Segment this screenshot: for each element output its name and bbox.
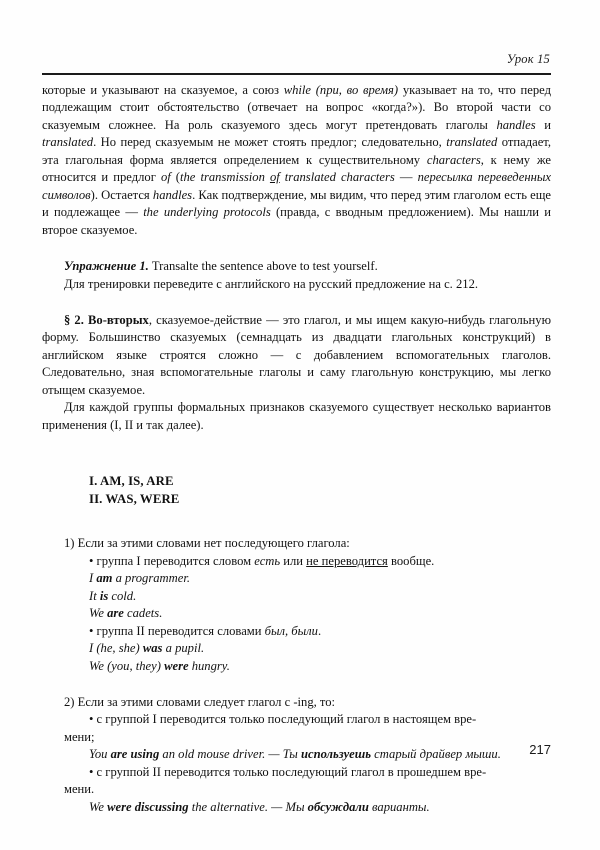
rule-1-intro: 1) Если за этими словами нет последующего глагола: [64, 536, 350, 551]
exercise-line-2: Для тренировки переведите с английского на русский предложение на с. 212. [64, 276, 479, 291]
rule-2-example-2 [89, 799, 551, 816]
p1-seg8: translated [446, 135, 498, 150]
ex-pre: It [89, 588, 100, 603]
ex-verb: were [164, 658, 189, 673]
groups-heading [89, 473, 551, 508]
rule-1-examples-group-2 [89, 640, 551, 675]
example-sentence [89, 799, 551, 816]
spacer [42, 434, 551, 461]
section-2-text: , сказуемое-действие — это глагол, и мы ищем какую-нибудь глагольную форму. Большинство сказуемых (семнадцать из двадцати глагольных конструкций) в английском языке строятся сложно — с добавлением вспомогательных глаголов. Следовательно, зная вспомогательные глаголы и саму глагольную конструкцию, мы легко отыщем сказуемое. [42, 312, 551, 397]
spacer [42, 239, 551, 258]
example-sentence [89, 588, 551, 605]
p1-seg12: of [160, 170, 171, 185]
p1-seg18: пересылка переведенных символов [42, 170, 551, 202]
r1b2-italic: был, были [264, 623, 318, 638]
ex-mid: an old mouse driver. — Ты [159, 747, 301, 762]
ex-verb: are [107, 606, 124, 621]
section-2-marker: § 2. Во-вторых [64, 312, 149, 327]
p1-seg20: handles [152, 187, 193, 202]
rule-1-block [64, 535, 551, 552]
exercise-text: Transalte the sentence above to test yourself. [148, 259, 378, 274]
ex-verb: are using [110, 747, 160, 762]
paragraph-continued [42, 82, 551, 239]
ex-post: cadets. [123, 606, 163, 621]
example-sentence [89, 605, 551, 622]
group-heading-2: II. WAS, WERE [89, 491, 180, 506]
p1-seg15: of [269, 170, 280, 185]
header-rule [42, 73, 551, 75]
ex-verb-ru: обсуждали [307, 799, 369, 814]
ex-post: варианты. [368, 799, 430, 814]
spacer [42, 675, 551, 694]
rule-1-bullets-2 [89, 623, 551, 640]
group-heading-1: I. AM, IS, ARE [89, 474, 174, 489]
ex-verb: were discussing [107, 799, 189, 814]
rule-1-bullet-1 [89, 553, 551, 570]
ex-post: cold. [108, 588, 137, 603]
ex-pre: I (he, she) [89, 641, 143, 656]
p1-seg9: отпадает, эта глагольная форма является определением к существительному [42, 135, 551, 167]
spacer [42, 461, 551, 473]
ex-post: a pupil. [162, 641, 205, 656]
rule-2-bullet-2-cont: мени. [64, 782, 95, 797]
ex-post: a programmer. [112, 571, 190, 586]
text-column [42, 82, 551, 816]
p1-seg19: ). Остается [90, 187, 153, 202]
p1-seg22: the underlying protocols [143, 205, 271, 220]
example-sentence [89, 658, 551, 675]
rule-1-bullets [89, 553, 551, 570]
rule-1-examples-group-1 [89, 570, 551, 622]
r1b1-pre: • группа I переводится словом [89, 553, 255, 568]
ex-pre: You [89, 747, 111, 762]
rule-1-bullet-2 [89, 623, 551, 640]
p1-seg23: (правда, с вводным предложением). Мы нашли и второе сказуемое. [42, 205, 552, 237]
r1b1-underline: не переводится [306, 553, 388, 568]
r1b1-mid: или [280, 553, 307, 568]
r1b1-post: вообще. [387, 553, 435, 568]
ex-pre: We (you, they) [89, 658, 165, 673]
ex-mid: the alternative. — Мы [188, 799, 308, 814]
r1b1-italic: есть [254, 553, 281, 568]
section-2-paragraph-2: Для каждой группы формальных признаков сказуемого существует несколько вариантов применения (I, II и так далее). [42, 400, 551, 432]
exercise-label: Упражнение 1. [64, 259, 149, 274]
r1b2-post: . [317, 623, 322, 638]
spacer [42, 508, 551, 535]
r1b2-pre: • группа II переводится словами [89, 623, 265, 638]
p1-seg10: characters [426, 152, 481, 167]
example-sentence [89, 640, 551, 657]
p1-seg14: the transmission [180, 170, 270, 185]
p1-seg16: translated characters [279, 170, 395, 185]
p1-seg6: translated [42, 135, 94, 150]
rule-2-block [64, 694, 551, 711]
ex-verb: am [96, 571, 113, 586]
p1-seg7: . Но перед сказуемым не может стоять предлог; следовательно, [93, 135, 447, 150]
ex-verb: is [99, 588, 109, 603]
exercise-block [64, 258, 551, 293]
example-sentence [89, 570, 551, 587]
ex-pre: We [89, 799, 108, 814]
rule-2-intro: 2) Если за этими словами следует глагол с -ing, то: [64, 694, 336, 709]
p1-seg21: . Как подтверждение, мы видим, что перед этим глаголом есть еще и подлежащее — [42, 187, 552, 220]
running-head: Урок 15 [506, 52, 550, 66]
p1-seg11: , к нему же относится и предлог [42, 152, 551, 185]
page-number: 217 [529, 742, 551, 757]
exercise-line-1 [64, 258, 551, 275]
p1-seg3: указывает на то, что перед подлежащим стоит обстоятельство (отвечает на вопрос «когда?»). Во второй части со сказуемым сложнее. На роль сказуемого здесь могут претендовать глаголы [42, 83, 552, 132]
ex-post: hungry. [188, 658, 230, 673]
ex-post: старый драйвер мыши. [371, 747, 501, 762]
rule-2-bullets-2 [64, 764, 551, 799]
p1-seg5: и [535, 117, 552, 132]
rule-2-bullet-1: • с группой I переводится только последующий глагол в настоящем вре- [89, 712, 477, 727]
spacer [42, 293, 551, 312]
rule-2-bullet-1-cont: мени; [64, 729, 95, 744]
p1-seg13: ( [170, 170, 181, 185]
ex-verb: was [142, 641, 163, 656]
section-2-paragraph [42, 312, 551, 399]
ex-verb-ru: используешь [300, 747, 372, 762]
ex-pre: We [89, 606, 108, 621]
p1-seg4: handles [496, 117, 536, 132]
ex-pre: I [89, 571, 97, 586]
p1-seg2: while (при, во время) [283, 83, 399, 97]
p1-seg1: которые и указывают на сказуемое, а союз [42, 83, 284, 97]
rule-2-bullet-2: • с группой II переводится только последующий глагол в прошедшем вре- [89, 764, 487, 779]
p1-seg17: — [394, 170, 418, 185]
